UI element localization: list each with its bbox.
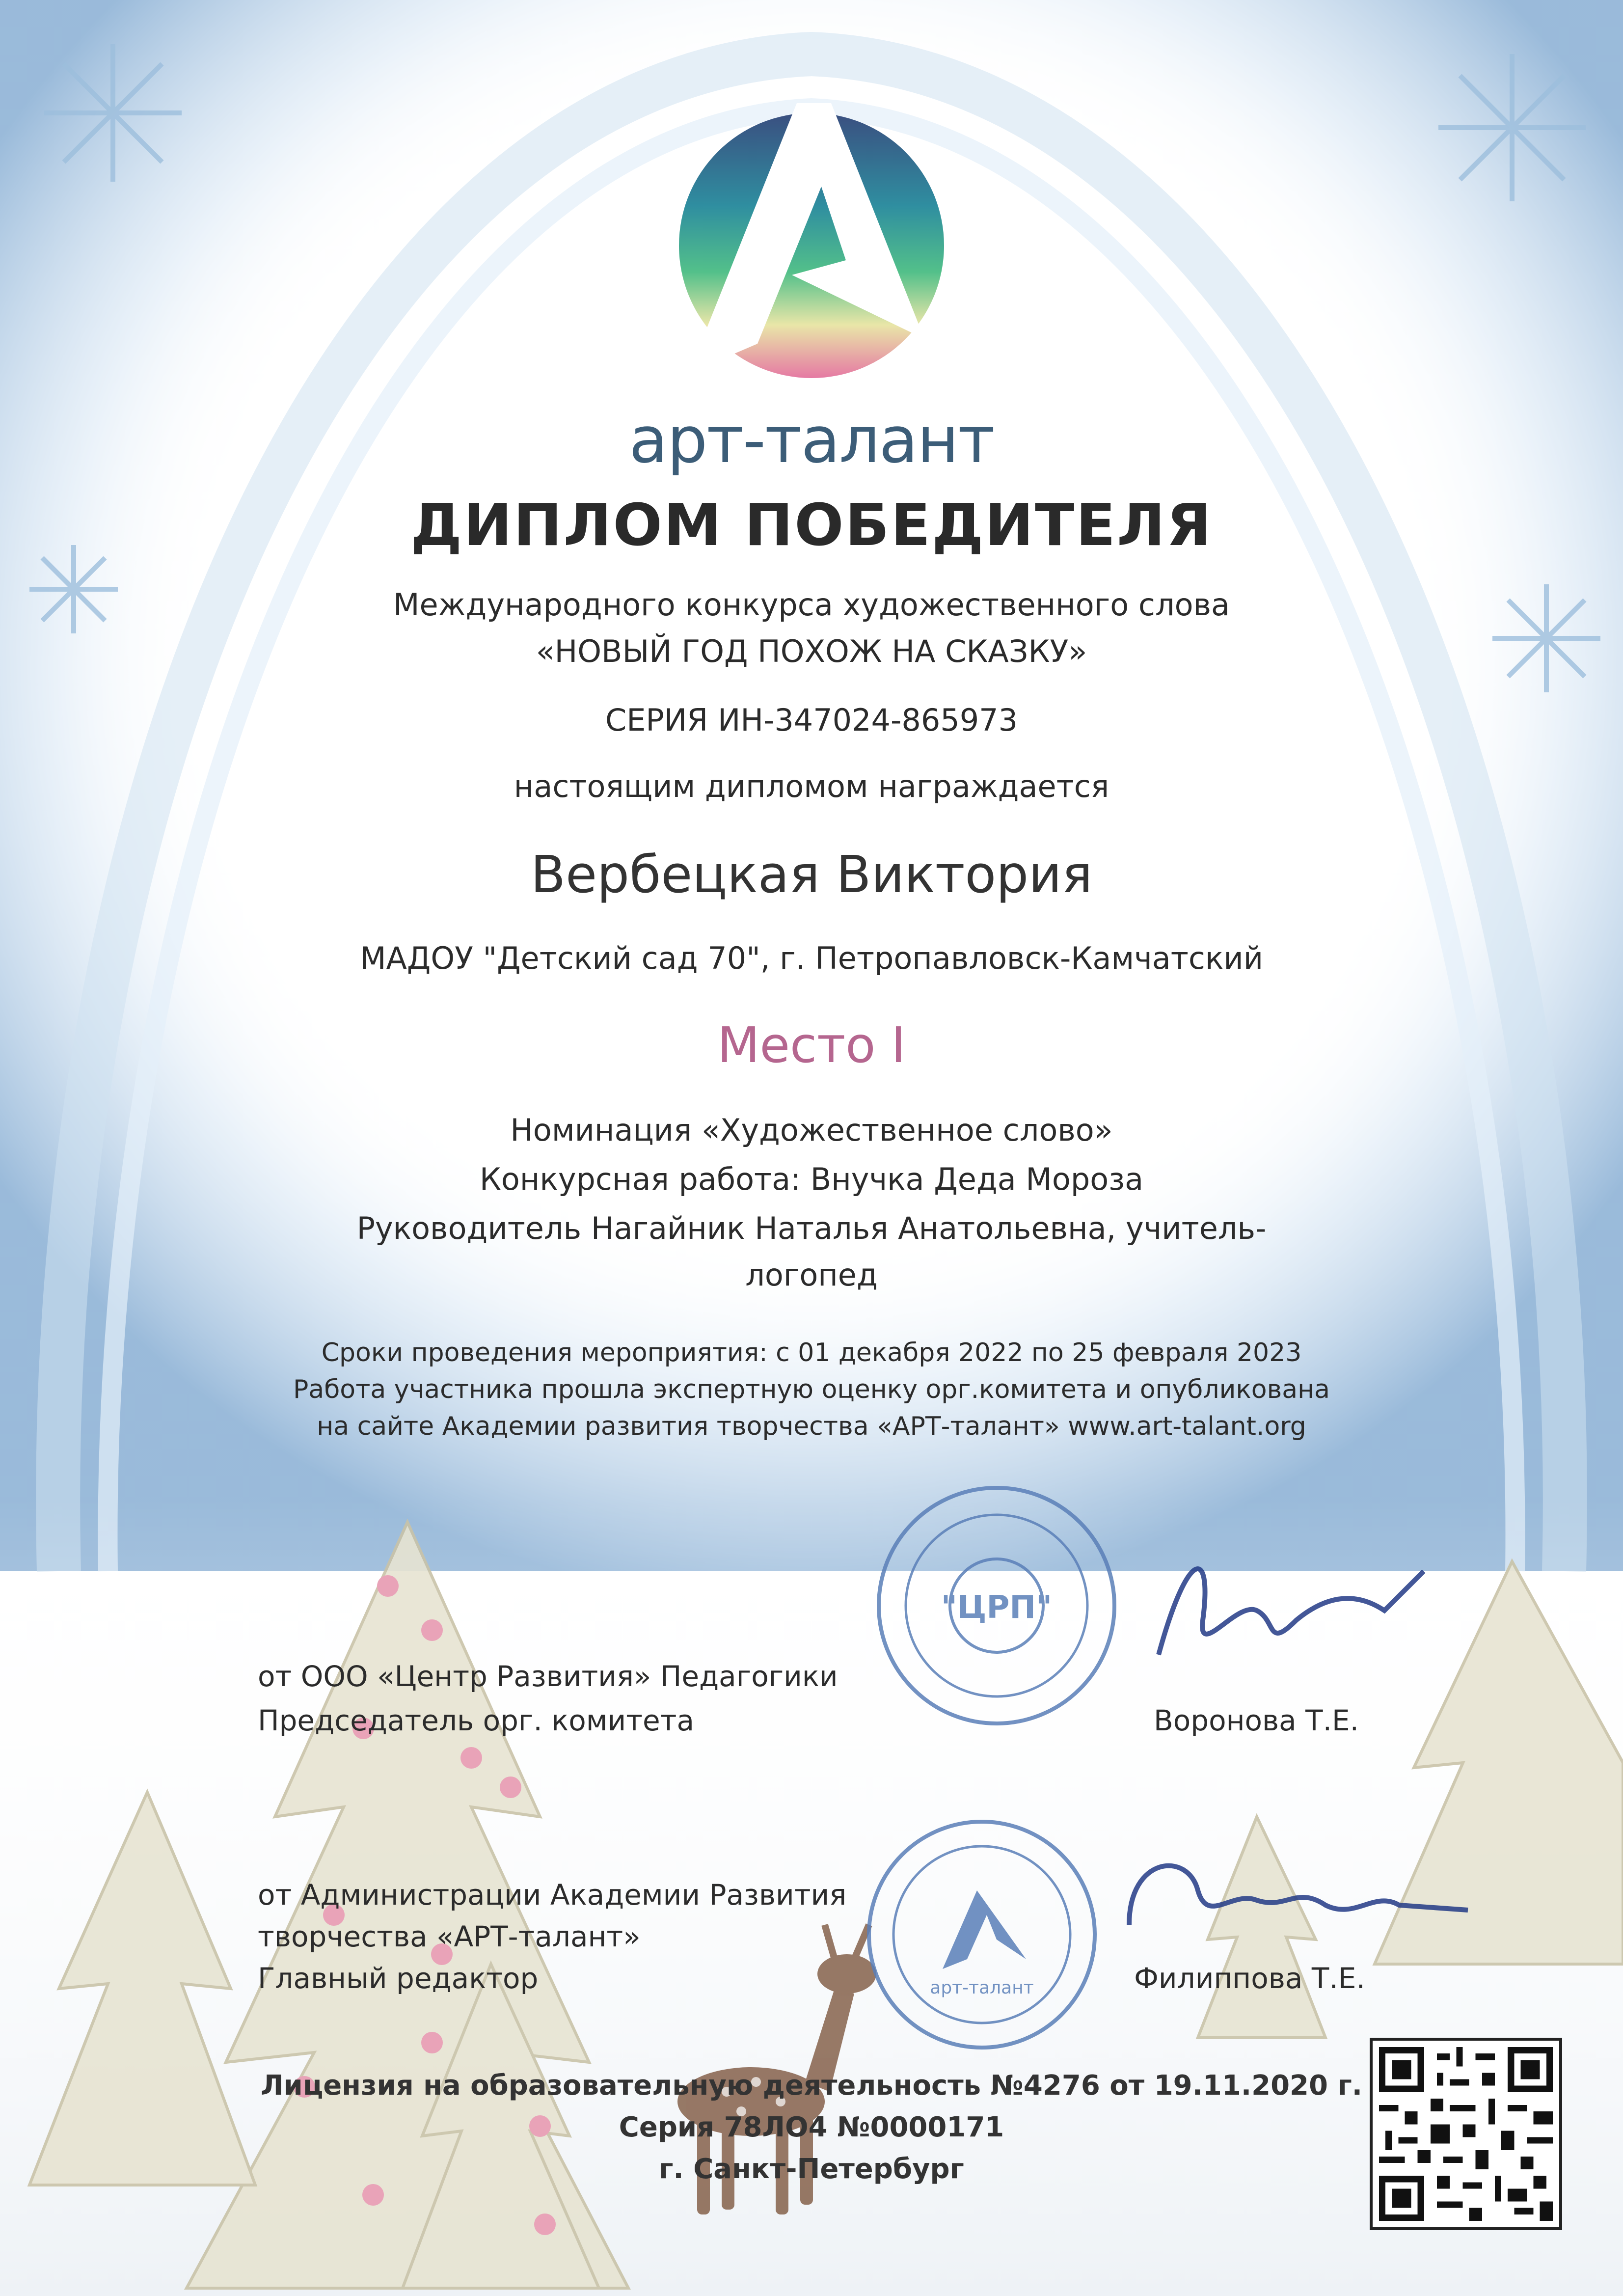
awarded-text: настоящим дипломом награждается <box>514 768 1109 804</box>
signature-1-org-line-2: Председатель орг. комитета <box>258 1704 695 1737</box>
contest-line-1: Международного конкурса художественного слова <box>393 587 1230 623</box>
winner-name: Вербецкая Виктория <box>530 845 1093 904</box>
svg-text:арт-талант: арт-талант <box>930 1978 1034 1998</box>
signature-2-org-line-1: от Администрации Академии Развития <box>258 1878 847 1912</box>
place-award: Место I <box>717 1016 906 1074</box>
supervisor-line-1: Руководитель Нагайник Наталья Анатольевна, учитель- <box>356 1210 1267 1246</box>
nomination: Номинация «Художественное слово» <box>510 1112 1113 1148</box>
signature-2-org-line-2: творчества «АРТ-талант» <box>258 1920 641 1953</box>
event-review: Работа участника прошла экспертную оценку орг.комитета и опубликована <box>293 1375 1330 1404</box>
signature-2-org-line-3: Главный редактор <box>258 1962 539 1995</box>
series-number: СЕРИЯ ИН-347024-865973 <box>605 702 1018 738</box>
competition-work: Конкурсная работа: Внучка Деда Мороза <box>479 1161 1144 1197</box>
signature-1-org-line-1: от ООО «Центр Развития» Педагогики <box>258 1660 838 1693</box>
event-site: на сайте Академии развития творчества «АРТ-талант» www.art-talant.org <box>317 1412 1306 1441</box>
signature-2-name: Филиппова Т.Е. <box>1134 1962 1365 1995</box>
qr-code[interactable] <box>1370 2038 1562 2230</box>
brand-name: арт-талант <box>629 403 994 477</box>
diploma-title: ДИПЛОМ ПОБЕДИТЕЛЯ <box>410 491 1213 559</box>
event-dates: Сроки проведения мероприятия: с 01 декабря 2022 по 25 февраля 2023 <box>321 1338 1302 1367</box>
supervisor-line-2: логопед <box>745 1257 878 1293</box>
license-line-2: Серия 78ЛО4 №0000171 <box>619 2111 1004 2143</box>
contest-line-2: «НОВЫЙ ГОД ПОХОЖ НА СКАЗКУ» <box>536 633 1087 669</box>
license-line-1: Лицензия на образовательную деятельность №4276 от 19.11.2020 г. <box>260 2070 1363 2102</box>
license-line-3: г. Санкт-Петербург <box>659 2153 964 2185</box>
svg-text:"ЦРП": "ЦРП" <box>941 1589 1053 1626</box>
signature-1-name: Воронова Т.Е. <box>1154 1704 1359 1737</box>
institution: МАДОУ "Детский сад 70", г. Петропавловск-Камчатский <box>359 940 1264 976</box>
